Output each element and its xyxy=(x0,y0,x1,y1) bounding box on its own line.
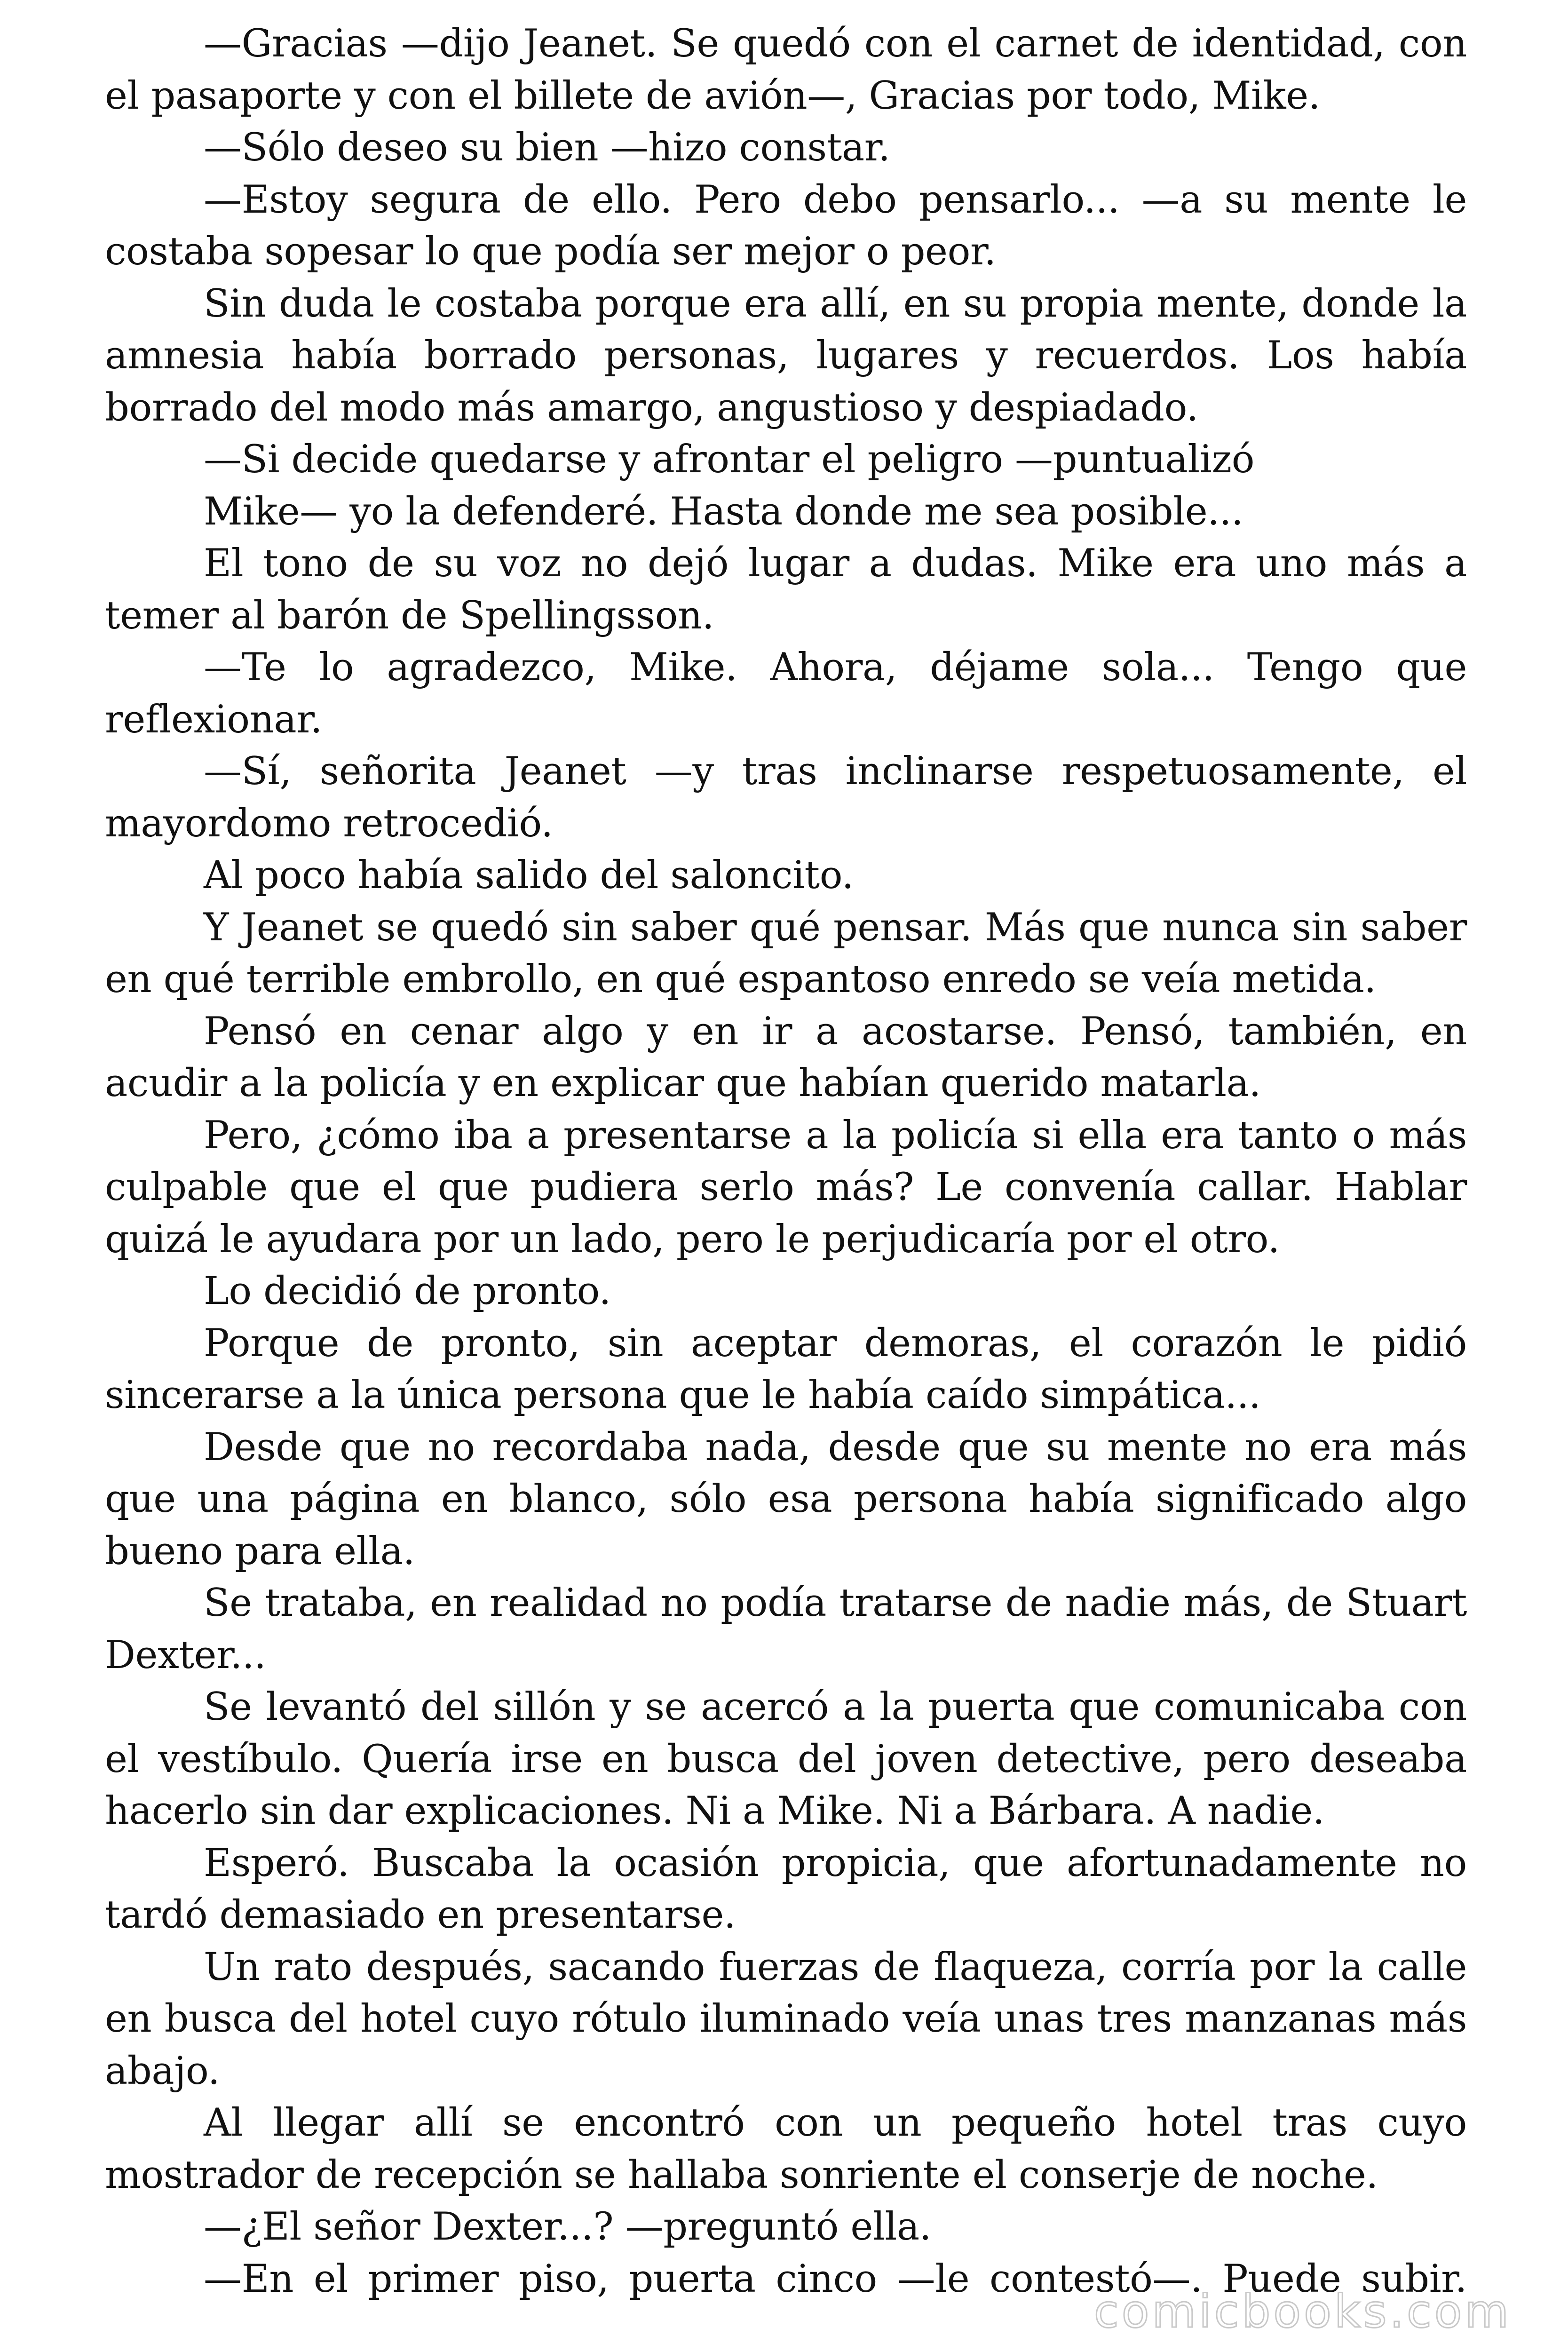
paragraph: —Sí, señorita Jeanet —y tras inclinarse respetuosamente, el mayordomo retrocedió. xyxy=(105,749,1467,846)
paragraph: Sin duda le costaba porque era allí, en su propia mente, donde la amnesia había borrado personas, lugares y recuerdos. Los había borrado del modo más amargo, angustioso y despiadado. xyxy=(105,281,1467,430)
paragraph: Esperó. Buscaba la ocasión propicia, que afortunadamente no tardó demasiado en presentarse. xyxy=(105,1841,1467,1937)
paragraph: Desde que no recordaba nada, desde que su mente no era más que una página en blanco, sólo esa persona había significado algo bueno para ella. xyxy=(105,1425,1467,1573)
paragraph: Se trataba, en realidad no podía tratarse de nadie más, de Stuart Dexter... xyxy=(105,1581,1467,1677)
page-body xyxy=(105,18,1467,2305)
paragraph: Y Jeanet se quedó sin saber qué pensar. Más que nunca sin saber en qué terrible embrollo, en qué espantoso enredo se veía metida. xyxy=(105,905,1467,1001)
paragraph: Al poco había salido del saloncito. xyxy=(204,853,854,898)
paragraph: Se levantó del sillón y se acercó a la puerta que comunicaba con el vestíbulo. Quería irse en busca del joven detective, pero deseaba hacerlo sin dar explicaciones. Ni a Mike. Ni a Bárbara. A nadie. xyxy=(105,1685,1467,1833)
paragraph: Un rato después, sacando fuerzas de flaqueza, corría por la calle en busca del hotel cuyo rótulo iluminado veía unas tres manzanas más abajo. xyxy=(105,1945,1467,2093)
paragraph: —¿El señor Dexter...? —preguntó ella. xyxy=(204,2205,932,2249)
paragraph: Porque de pronto, sin aceptar demoras, el corazón le pidió sincerarse a la única persona que le había caído simpática... xyxy=(105,1321,1467,1417)
paragraph: Lo decidió de pronto. xyxy=(204,1269,611,1313)
paragraph: El tono de su voz no dejó lugar a dudas. Mike era uno más a temer al barón de Spellingsson. xyxy=(105,541,1467,638)
paragraph: —Si decide quedarse y afrontar el peligro —puntualizó xyxy=(204,437,1255,482)
paragraph: —Estoy segura de ello. Pero debo pensarlo... —a su mente le costaba sopesar lo que podía ser mejor o peor. xyxy=(105,177,1467,274)
paragraph: Al llegar allí se encontró con un pequeño hotel tras cuyo mostrador de recepción se hallaba sonriente el conserje de noche. xyxy=(105,2101,1467,2197)
paragraph: —Te lo agradezco, Mike. Ahora, déjame sola... Tengo que reflexionar. xyxy=(105,645,1467,742)
paragraph: —Gracias —dijo Jeanet. Se quedó con el carnet de identidad, con el pasaporte y con el billete de avión—, Gracias por todo, Mike. xyxy=(105,22,1467,118)
paragraph: —Sólo deseo su bien —hizo constar. xyxy=(204,126,890,170)
paragraph: Pero, ¿cómo iba a presentarse a la policía si ella era tanto o más culpable que el que pudiera serlo más? Le convenía callar. Hablar quizá le ayudara por un lado, pero le perjudicaría por el otro. xyxy=(105,1113,1467,1262)
watermark: comicbooks.com xyxy=(1093,2285,1512,2338)
paragraph: Mike— yo la defenderé. Hasta donde me sea posible... xyxy=(204,489,1243,534)
paragraph: —En el primer piso, puerta cinco —le contestó—. Puede subir. xyxy=(204,2257,1467,2301)
paragraph: Pensó en cenar algo y en ir a acostarse. Pensó, también, en acudir a la policía y en explicar que habían querido matarla. xyxy=(105,1009,1467,1105)
